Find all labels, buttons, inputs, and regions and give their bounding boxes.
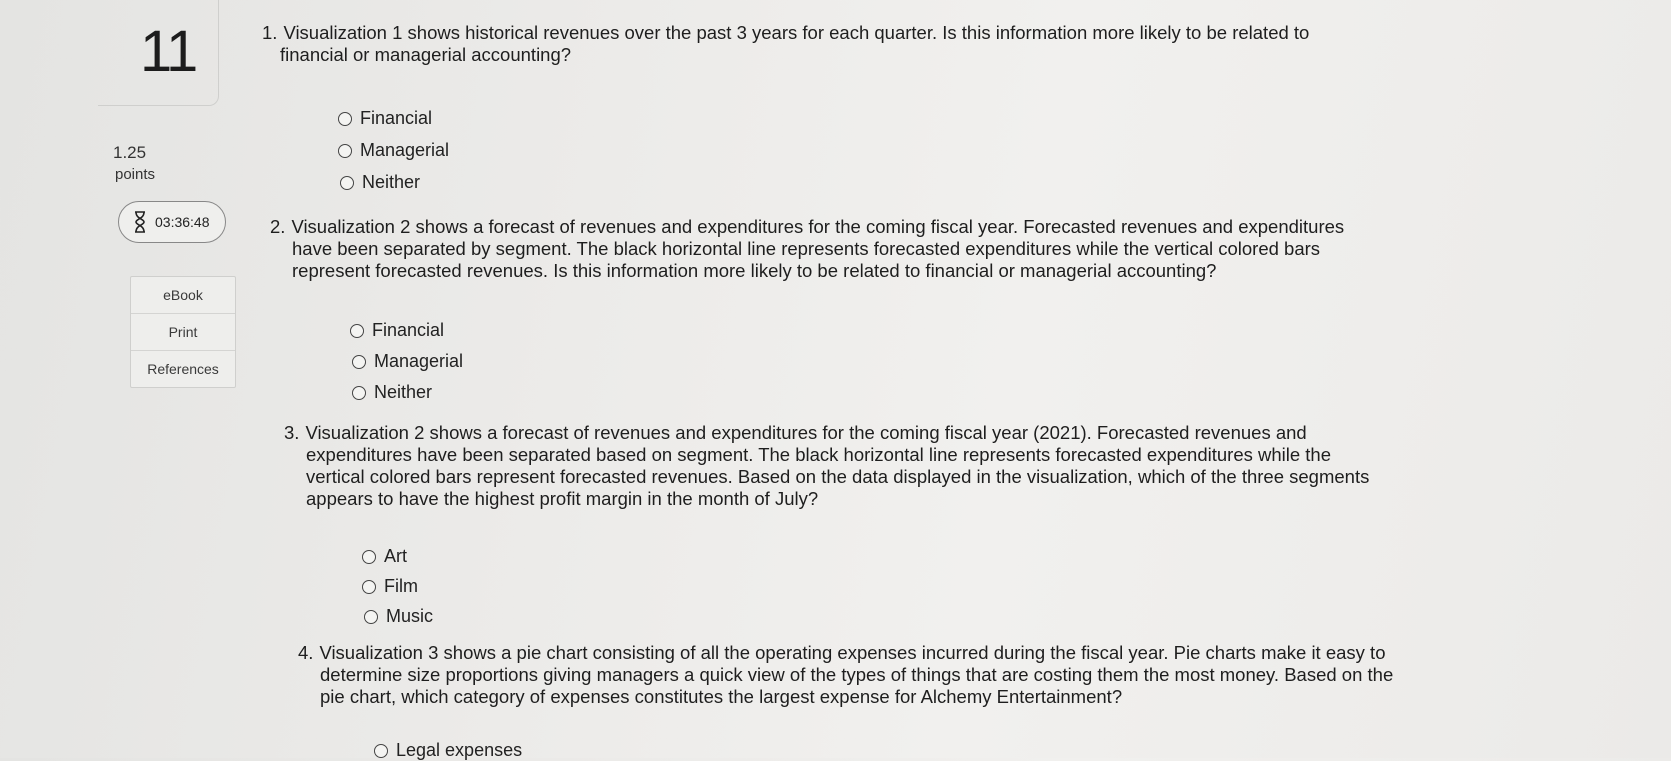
q1-option-neither[interactable]: Neither — [340, 172, 420, 193]
question-3-line: appears to have the highest profit margin in the month of July? — [306, 488, 819, 509]
question-3-line: expenditures have been separated based on segment. The black horizontal line represents forecasted expenditures while the — [306, 444, 1332, 465]
question-4-line: determine size proportions giving managers a quick view of the types of things that are costing them the most money. Based on the — [320, 664, 1394, 685]
question-1-line: 1. Visualization 1 shows historical revenues over the past 3 years for each quarter. Is this information more likely to be related to — [262, 22, 1310, 43]
q2-option-managerial[interactable]: Managerial — [352, 351, 463, 372]
hourglass-icon — [133, 211, 147, 233]
timer[interactable] — [118, 201, 226, 243]
question-2 — [270, 216, 1344, 282]
question-1 — [262, 22, 1309, 66]
question-3-line: 3. Visualization 2 shows a forecast of revenues and expenditures for the coming fiscal year (2021). Forecasted revenues and — [284, 422, 1307, 443]
radio-button[interactable] — [362, 580, 376, 594]
q2-option-neither[interactable]: Neither — [352, 382, 432, 403]
question-4-line: pie chart, which category of expenses constitutes the largest expense for Alchemy Entertainment? — [320, 686, 1123, 707]
radio-button[interactable] — [338, 144, 352, 158]
points-value: 1.25 — [113, 143, 147, 162]
timer-value: 03:36:48 — [155, 214, 210, 230]
radio-button[interactable] — [350, 324, 364, 338]
question-4-line: 4. Visualization 3 shows a pie chart consisting of all the operating expenses incurred during the fiscal year. Pie charts make it easy to — [298, 642, 1386, 663]
question-2-line: represent forecasted revenues. Is this information more likely to be related to financial or managerial accounting? — [292, 260, 1217, 281]
points-label: points — [115, 166, 156, 183]
q2-option-financial[interactable]: Financial — [350, 320, 444, 341]
question-number: 11 — [140, 19, 197, 84]
resource-links — [130, 276, 236, 388]
question-3-number: 3. — [284, 422, 300, 443]
radio-button[interactable] — [352, 355, 366, 369]
radio-button[interactable] — [352, 386, 366, 400]
radio-button[interactable] — [364, 610, 378, 624]
q1-option-financial[interactable]: Financial — [338, 108, 432, 129]
question-3-line: vertical colored bars represent forecasted revenues. Based on the data displayed in the visualization, which of the three segments — [306, 466, 1370, 487]
references-link[interactable]: References — [147, 361, 219, 377]
question-2-line: 2. Visualization 2 shows a forecast of revenues and expenditures for the coming fiscal year. Forecasted revenues and expenditures — [270, 216, 1345, 237]
radio-button[interactable] — [362, 550, 376, 564]
radio-button[interactable] — [340, 176, 354, 190]
question-2-number: 2. — [270, 216, 286, 237]
q3-option-art[interactable]: Art — [362, 546, 407, 567]
question-4 — [298, 642, 1393, 708]
question-4-number: 4. — [298, 642, 314, 663]
q1-option-managerial[interactable]: Managerial — [338, 140, 449, 161]
question-2-line: have been separated by segment. The black horizontal line represents forecasted expenditures while the vertical colored bars — [292, 238, 1321, 259]
ebook-link[interactable]: eBook — [131, 277, 235, 314]
q3-option-film[interactable]: Film — [362, 576, 418, 597]
radio-button[interactable] — [338, 112, 352, 126]
q4-option-legal-expenses[interactable]: Legal expenses — [374, 740, 522, 761]
question-3 — [284, 422, 1369, 510]
print-link[interactable]: Print — [131, 314, 235, 351]
question-1-line: financial or managerial accounting? — [280, 44, 572, 65]
radio-button[interactable] — [374, 744, 388, 758]
question-1-number: 1. — [262, 22, 278, 43]
q3-option-music[interactable]: Music — [364, 606, 433, 627]
